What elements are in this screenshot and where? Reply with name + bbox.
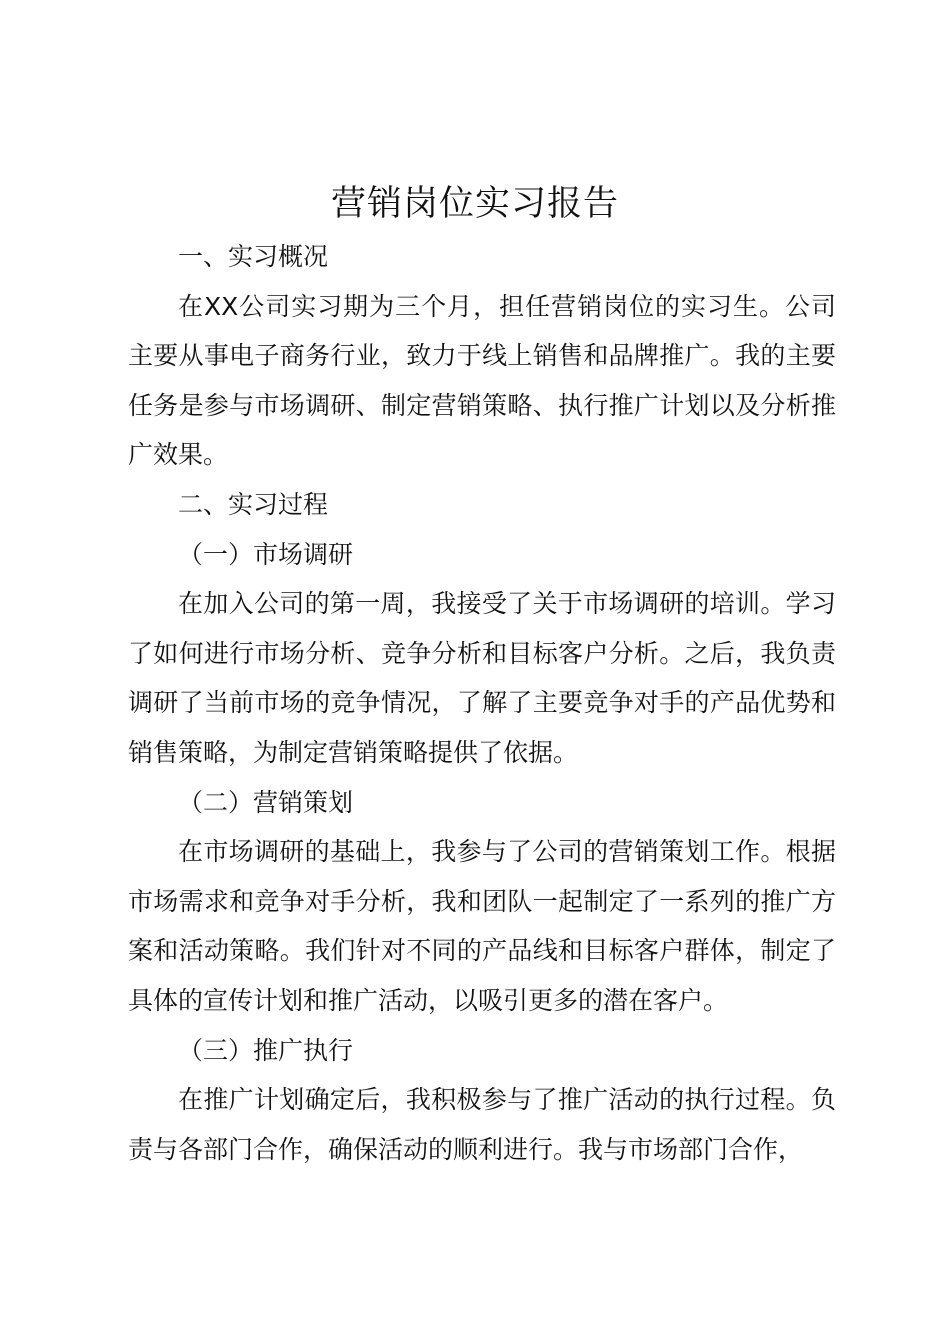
document-title: 营销岗位实习报告 bbox=[330, 184, 619, 224]
paragraph-overview: 在XX公司实习期为三个月，担任营销岗位的实习生。公司主要从事电子商务行业，致力于线上销售和品牌推广。我的主要任务是参与市场调研、制定营销策略、执行推广计划以及分析推广效果。 bbox=[128, 291, 836, 470]
paragraph-market-research: 在加入公司的第一周，我接受了关于市场调研的培训。学习了如何进行市场分析、竞争分析和目标客户分析。之后，我负责调研了当前市场的竞争情况，了解了主要竞争对手的产品优势和销售策略，为制定营销策略提供了依据。 bbox=[128, 589, 836, 767]
document-body bbox=[128, 232, 836, 1174]
section-heading-process: 二、实习过程 bbox=[178, 489, 329, 519]
subsection-heading-marketing-planning: （二）营销策划 bbox=[178, 787, 354, 817]
paragraph-promotion-execution: 在推广计划确定后，我积极参与了推广活动的执行过程。负责与各部门合作，确保活动的顺利进行。我与市场部门合作， bbox=[128, 1085, 836, 1164]
subsection-heading-market-research: （一）市场调研 bbox=[178, 539, 354, 569]
section-heading-overview: 一、实习概况 bbox=[178, 242, 329, 271]
paragraph-marketing-planning: 在市场调研的基础上，我参与了公司的营销策划工作。根据市场需求和竞争对手分析，我和团队一起制定了一系列的推广方案和活动策略。我们针对不同的产品线和目标客户群体，制定了具体的宣传计划和推广活动，以吸引更多的潜在客户。 bbox=[128, 837, 836, 1015]
subsection-heading-promotion-execution: （三）推广执行 bbox=[178, 1035, 354, 1065]
